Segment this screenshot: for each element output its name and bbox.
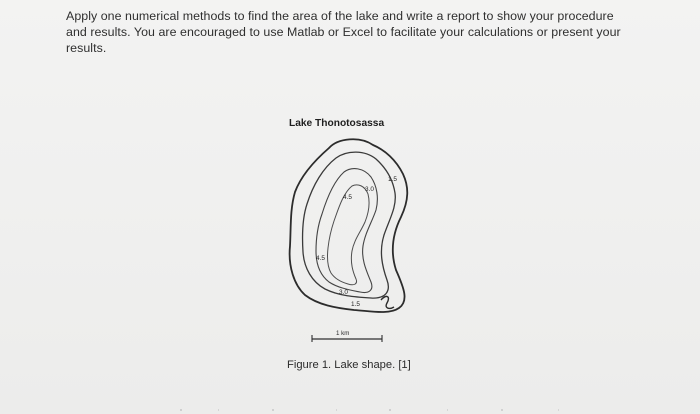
depth-label-15-top: 1.5 [388,176,397,183]
artifact-speck-6 [447,409,448,411]
scale-label: 1 km [336,330,350,337]
artifact-speck-3 [272,409,274,411]
artifact-speck-8 [558,409,559,411]
depth-label-45-left: 4.5 [316,255,325,262]
outer-shoreline [290,139,408,312]
figure-title: Lake Thonotosassa [289,118,385,129]
depth-label-15-bottom: 1.5 [351,301,360,308]
artifact-speck-1 [180,409,182,411]
artifact-speck-2 [218,409,219,411]
contour-line-a [302,152,395,298]
figure-caption: Figure 1. Lake shape. [1] [287,359,411,371]
depth-label-30-bottom: 3.0 [339,289,348,296]
shoreline-notch [381,296,394,308]
depth-label-30-top: 3.0 [365,186,374,193]
artifact-speck-7 [501,409,503,411]
assignment-prompt: Apply one numerical methods to find the area of the lake and write a report to show your procedure and results. You are encouraged to use Matlab or Excel to facilitate your calculations or present your results. [66,9,621,55]
lake-contour-map [270,130,430,350]
bottom-page-artifacts [160,408,590,412]
artifact-speck-4 [336,409,337,411]
depth-label-45-top: 4.5 [343,194,352,201]
artifact-speck-5 [389,409,391,411]
